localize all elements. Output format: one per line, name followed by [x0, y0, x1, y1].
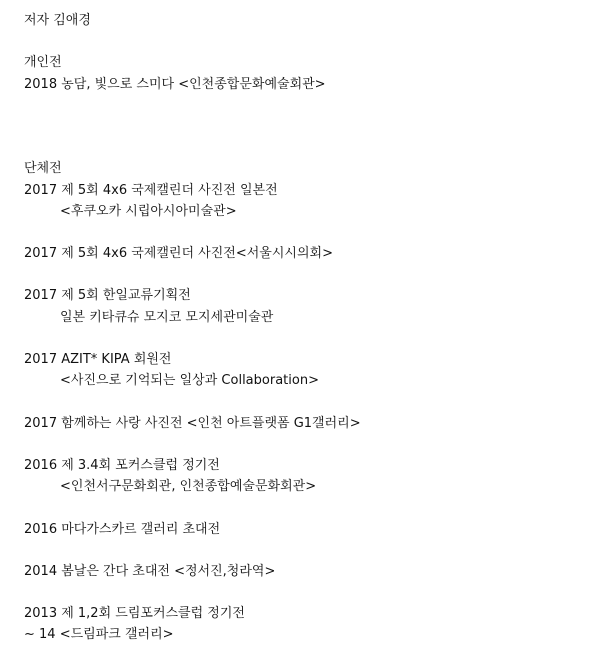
- group-exhibition-continuation: ~ 14 <드림파크 갤러리>: [24, 627, 174, 643]
- group-exhibition-item: 2017 제 5회 4x6 국제캘린더 사진전<서울시시의회>: [24, 246, 333, 262]
- group-exhibition-item: 2017 함께하는 사랑 사진전 <인천 아트플랫폼 G1갤러리>: [24, 415, 361, 431]
- spacer: [24, 391, 594, 412]
- group-exhibition-heading: 단체전: [24, 161, 62, 177]
- spacer: [24, 222, 594, 243]
- group-exhibition-item: 2017 제 5회 4x6 국제캘린더 사진전 일본전: [24, 182, 278, 198]
- spacer: [24, 264, 594, 285]
- author-line: 저자 김애경: [24, 13, 91, 28]
- group-exhibition-venue: <후쿠오카 시립아시아미술관>: [60, 203, 237, 219]
- solo-exhibition-heading: 개인전: [24, 55, 62, 71]
- group-exhibition-item: 2016 제 3.4회 포커스클럽 정기전: [24, 457, 220, 473]
- group-exhibition-item: 2013 제 1,2회 드림포커스클럽 정기전: [24, 606, 245, 622]
- group-exhibition-item: 2017 제 5회 한일교류기획전: [24, 288, 191, 304]
- solo-exhibition-item: 2018 농담, 빛으로 스미다 <인천종합문화예술회관>: [24, 76, 326, 92]
- group-exhibition-item: 2017 AZIT* KIPA 회원전: [24, 352, 172, 367]
- spacer: [24, 116, 594, 137]
- group-exhibition-venue: 일본 키타큐슈 모지코 모지세관미술관: [60, 309, 274, 325]
- spacer: [24, 497, 594, 518]
- group-exhibition-venue: <사진으로 기억되는 일상과 Collaboration>: [60, 373, 319, 389]
- spacer: [24, 31, 594, 52]
- spacer: [24, 328, 594, 349]
- group-exhibition-item: 2014 봄날은 간다 초대전 <정서진,청라역>: [24, 563, 276, 579]
- spacer: [24, 582, 594, 603]
- spacer: [24, 95, 594, 116]
- spacer: [24, 540, 594, 561]
- spacer: [24, 434, 594, 455]
- document-body: [24, 10, 594, 646]
- spacer: [24, 137, 594, 158]
- group-exhibition-item: 2016 마다가스카르 갤러리 초대전: [24, 521, 221, 537]
- group-exhibition-venue: <인천서구문화회관, 인천종합예술문화회관>: [60, 479, 317, 495]
